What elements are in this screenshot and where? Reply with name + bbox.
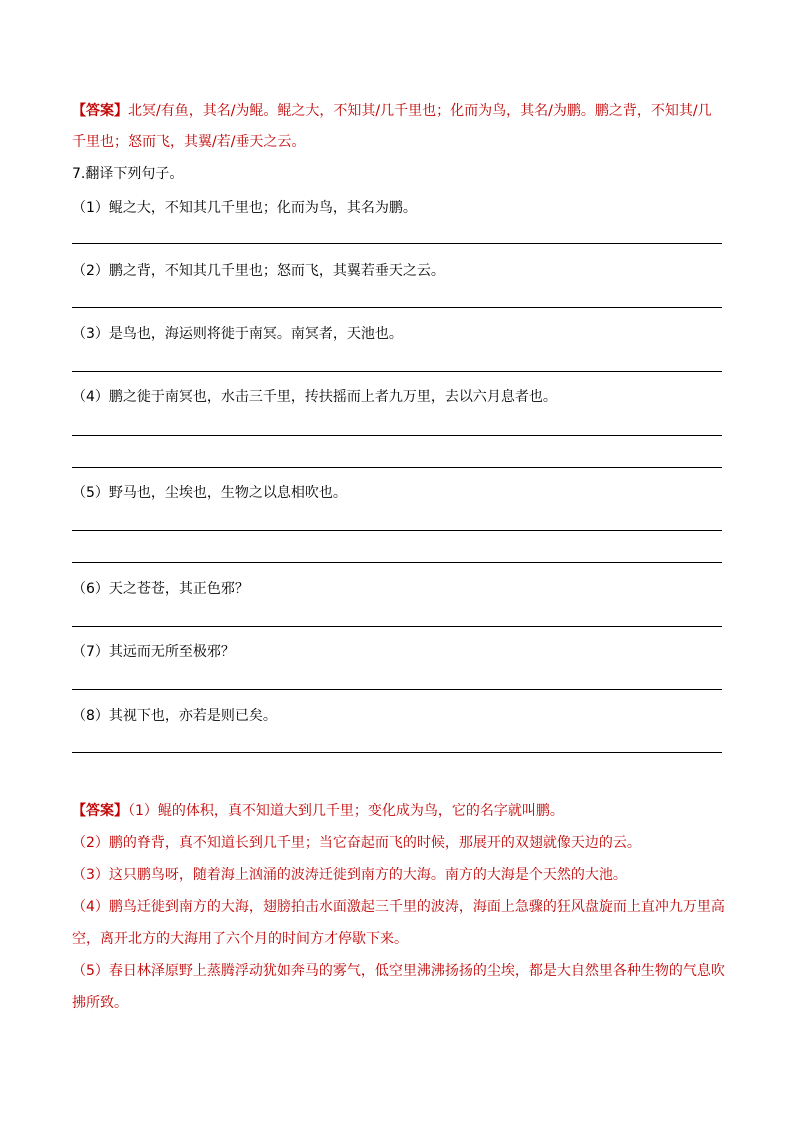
question-item-8: （8）其视下也，亦若是则已矣。 <box>72 708 277 724</box>
answer-label: 【答案】 <box>72 803 128 819</box>
answer-blank-line <box>72 752 722 753</box>
question-item-7: （7）其远而无所至极邪？ <box>72 644 235 660</box>
question-item-6: （6）天之苍苍，其正色邪？ <box>72 581 249 597</box>
answer-blank-line <box>72 530 722 531</box>
answer-1-text-1: 北冥/有鱼，其名/为鲲。鲲之大，不知其/几千里也；化而为鸟，其名/为鹏。鹏之背，不知其/几 <box>128 103 712 119</box>
answer-2-line-1 <box>72 801 722 821</box>
answer-2-line-5: 空，离开北方的大海用了六个月的时间方才停歇下来。 <box>72 931 408 947</box>
question-item-4: （4）鹏之徙于南冥也，水击三千里，抟扶摇而上者九万里，去以六月息者也。 <box>72 389 557 405</box>
question-item-3: （3）是鸟也，海运则将徙于南冥。南冥者，天池也。 <box>72 326 403 342</box>
answer-blank-line <box>72 626 722 627</box>
answer-blank-line <box>72 562 722 563</box>
answer-2-line-4: （4）鹏鸟迁徙到南方的大海，翅膀拍击水面激起三千里的波涛，海面上急骤的狂风盘旋而上直冲九万里高 <box>72 899 725 915</box>
answer-2-line-3: （3）这只鹏鸟呀，随着海上汹涌的波涛迁徙到南方的大海。南方的大海是个天然的大池。 <box>72 867 627 883</box>
answer-blank-line <box>72 243 722 244</box>
answer-blank-line <box>72 307 722 308</box>
answer-1-line-1 <box>72 101 722 121</box>
question-item-1: （1）鲲之大，不知其几千里也；化而为鸟，其名为鹏。 <box>72 200 417 216</box>
answer-label: 【答案】 <box>72 103 128 119</box>
answer-2-line-2: （2）鹏的脊背，真不知道长到几千里；当它奋起而飞的时候，那展开的双翅就像天边的云。 <box>72 835 641 851</box>
question-item-5: （5）野马也，尘埃也，生物之以息相吹也。 <box>72 485 347 501</box>
answer-blank-line <box>72 371 722 372</box>
answer-2-line-6: （5）春日林泽原野上蒸腾浮动犹如奔马的雾气，低空里沸沸扬扬的尘埃，都是大自然里各种生物的气息吹 <box>72 963 725 979</box>
question-title: 7.翻译下列句子。 <box>72 166 184 182</box>
answer-2-line-7: 拂所致。 <box>72 995 128 1011</box>
question-item-2: （2）鹏之背，不知其几千里也；怒而飞，其翼若垂天之云。 <box>72 263 445 279</box>
answer-blank-line <box>72 689 722 690</box>
answer-blank-line <box>72 467 722 468</box>
answer-1-line-2: 千里也；怒而飞，其翼/若/垂天之云。 <box>72 134 306 150</box>
answer-blank-line <box>72 435 722 436</box>
answer-2-text-1: （1）鲲的体积，真不知道大到几千里；变化成为鸟，它的名字就叫鹏。 <box>128 803 564 819</box>
